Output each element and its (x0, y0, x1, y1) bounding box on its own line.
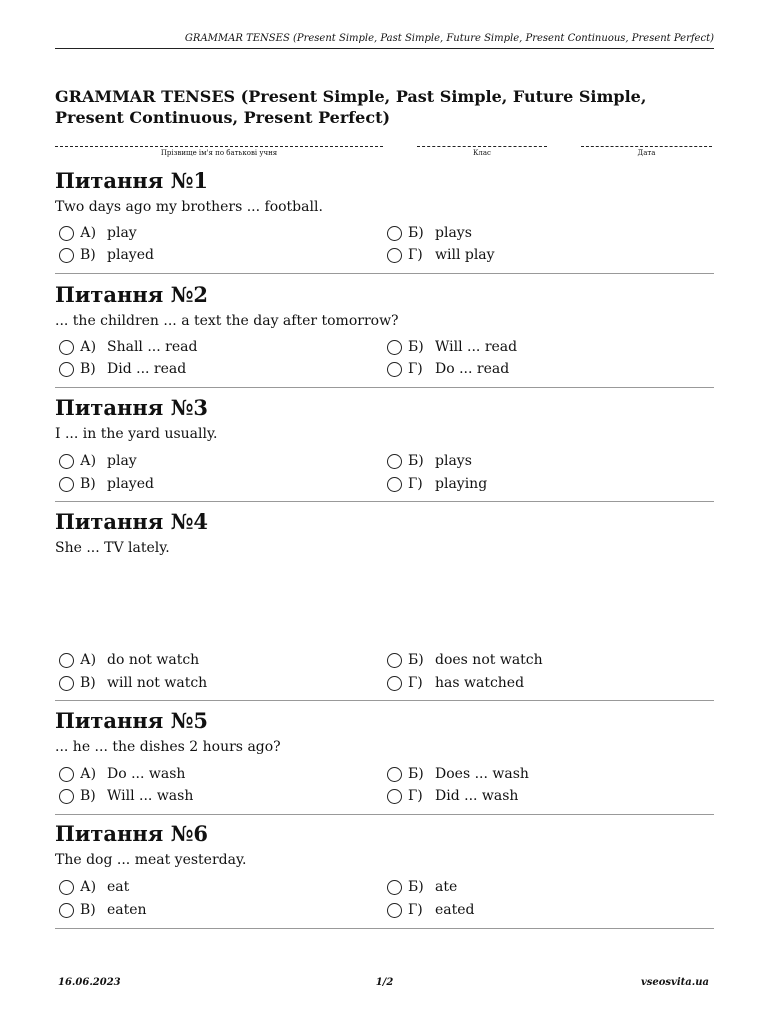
option-label: Did ... read (107, 361, 187, 377)
option-letter: Г) (408, 902, 423, 918)
answer-option-d[interactable] (383, 900, 475, 920)
question-text: ... he ... the dishes 2 hours ago? (55, 739, 281, 755)
running-header: GRAMMAR TENSES (Present Simple, Past Simple, Future Simple, Present Continuous, Present Perfect) (184, 33, 714, 44)
option-letter: В) (80, 675, 96, 691)
answer-option-b[interactable] (383, 877, 457, 897)
option-label: ate (435, 879, 458, 895)
option-letter: Г) (408, 476, 423, 492)
option-letter: Г) (408, 361, 423, 377)
class-field[interactable] (417, 140, 547, 160)
header-rule (55, 48, 714, 49)
radio-circle-icon[interactable] (387, 454, 402, 469)
option-label: plays (435, 453, 472, 469)
option-letter: В) (80, 247, 96, 263)
radio-circle-icon[interactable] (59, 789, 74, 804)
option-letter: Б) (408, 879, 424, 895)
answer-option-d[interactable] (383, 786, 518, 806)
question-title: Питання №5 (55, 708, 209, 733)
option-letter: А) (80, 225, 97, 241)
answer-option-a[interactable] (55, 650, 199, 670)
radio-circle-icon[interactable] (59, 767, 74, 782)
option-label: playing (435, 476, 488, 492)
radio-circle-icon[interactable] (387, 903, 402, 918)
answer-option-c[interactable] (55, 245, 154, 265)
option-label: Will ... read (435, 339, 518, 355)
option-label: Does ... wash (435, 766, 529, 782)
answer-option-b[interactable] (383, 764, 529, 784)
option-letter: Б) (408, 453, 424, 469)
answer-option-b[interactable] (383, 223, 472, 243)
question-divider (55, 928, 714, 929)
answer-option-c[interactable] (55, 900, 147, 920)
option-letter: Г) (408, 788, 423, 804)
option-label: Did ... wash (435, 788, 519, 804)
option-letter: В) (80, 902, 96, 918)
question-title: Питання №1 (55, 168, 209, 193)
worksheet-page (55, 0, 714, 1024)
class-field-line (417, 146, 547, 147)
name-field-caption: Прізвище ім'я по батькові учня (160, 149, 278, 157)
option-letter: В) (80, 361, 96, 377)
option-label: Will ... wash (107, 788, 194, 804)
option-letter: Б) (408, 225, 424, 241)
answer-option-a[interactable] (55, 337, 197, 357)
option-letter: В) (80, 476, 96, 492)
question-1 (55, 168, 714, 263)
question-text: I ... in the yard usually. (55, 426, 218, 442)
radio-circle-icon[interactable] (387, 880, 402, 895)
option-letter: Б) (408, 766, 424, 782)
option-label: plays (435, 225, 472, 241)
radio-circle-icon[interactable] (59, 880, 74, 895)
option-letter: А) (80, 652, 97, 668)
answer-option-d[interactable] (383, 245, 495, 265)
radio-circle-icon[interactable] (59, 676, 74, 691)
name-field[interactable] (55, 140, 383, 160)
radio-circle-icon[interactable] (387, 248, 402, 263)
option-label: Do ... wash (107, 766, 186, 782)
option-label: will not watch (107, 675, 208, 691)
footer-site[interactable]: vseosvita.ua (640, 977, 709, 988)
answer-option-b[interactable] (383, 337, 517, 357)
question-title: Питання №6 (55, 821, 209, 846)
option-label: play (107, 453, 137, 469)
name-field-line (55, 146, 383, 147)
date-field-line (581, 146, 712, 147)
question-3 (55, 395, 714, 492)
question-text: She ... TV lately. (55, 540, 170, 556)
option-letter: Г) (408, 675, 423, 691)
option-letter: А) (80, 453, 97, 469)
question-divider (55, 273, 714, 274)
option-label: has watched (435, 675, 525, 691)
option-label: eaten (107, 902, 147, 918)
option-label: eated (435, 902, 475, 918)
footer-page-number: 1/2 (375, 977, 394, 988)
radio-circle-icon[interactable] (387, 226, 402, 241)
answer-option-c[interactable] (55, 474, 154, 494)
answer-option-d[interactable] (383, 673, 524, 693)
answer-option-b[interactable] (383, 451, 472, 471)
option-letter: В) (80, 788, 96, 804)
option-label: does not watch (435, 652, 543, 668)
radio-circle-icon[interactable] (59, 653, 74, 668)
answer-option-a[interactable] (55, 877, 129, 897)
answer-option-c[interactable] (55, 673, 207, 693)
question-title: Питання №2 (55, 282, 209, 307)
question-4 (55, 509, 714, 691)
question-title: Питання №4 (55, 509, 209, 534)
question-divider (55, 387, 714, 388)
radio-circle-icon[interactable] (387, 653, 402, 668)
answer-option-c[interactable] (55, 786, 193, 806)
question-text: Two days ago my brothers ... football. (55, 199, 323, 215)
option-letter: А) (80, 766, 97, 782)
option-letter: Б) (408, 652, 424, 668)
footer-date: 16.06.2023 (58, 977, 121, 988)
question-divider (55, 814, 714, 815)
radio-circle-icon[interactable] (59, 477, 74, 492)
option-label: played (107, 476, 154, 492)
question-2 (55, 282, 714, 377)
question-5 (55, 708, 714, 804)
question-text: The dog ... meat yesterday. (55, 852, 247, 868)
question-text: ... the children ... a text the day after tomorrow? (55, 313, 399, 329)
radio-circle-icon[interactable] (59, 248, 74, 263)
answer-option-c[interactable] (55, 359, 186, 379)
date-field[interactable] (581, 140, 712, 160)
radio-circle-icon[interactable] (387, 789, 402, 804)
radio-circle-icon[interactable] (387, 340, 402, 355)
class-field-caption: Клас (473, 149, 491, 157)
answer-option-d[interactable] (383, 474, 487, 494)
radio-circle-icon[interactable] (387, 477, 402, 492)
radio-circle-icon[interactable] (59, 903, 74, 918)
radio-circle-icon[interactable] (387, 362, 402, 377)
document-title: GRAMMAR TENSES (Present Simple, Past Simple, Future Simple, Present Continuous, Present Perfect) (55, 87, 647, 127)
radio-circle-icon[interactable] (387, 676, 402, 691)
answer-option-d[interactable] (383, 359, 509, 379)
radio-circle-icon[interactable] (59, 340, 74, 355)
option-label: played (107, 247, 154, 263)
question-divider (55, 501, 714, 502)
option-letter: Г) (408, 247, 423, 263)
radio-circle-icon[interactable] (59, 454, 74, 469)
answer-option-a[interactable] (55, 764, 185, 784)
option-label: will play (435, 247, 495, 263)
answer-option-a[interactable] (55, 451, 137, 471)
option-letter: А) (80, 879, 97, 895)
option-label: Shall ... read (107, 339, 198, 355)
option-label: do not watch (107, 652, 200, 668)
date-field-caption: Дата (637, 149, 656, 157)
option-letter: Б) (408, 339, 424, 355)
option-label: Do ... read (435, 361, 510, 377)
radio-circle-icon[interactable] (59, 226, 74, 241)
answer-option-a[interactable] (55, 223, 137, 243)
radio-circle-icon[interactable] (59, 362, 74, 377)
question-divider (55, 700, 714, 701)
question-title: Питання №3 (55, 395, 209, 420)
option-label: play (107, 225, 137, 241)
question-6 (55, 821, 714, 918)
answer-option-b[interactable] (383, 650, 543, 670)
radio-circle-icon[interactable] (387, 767, 402, 782)
option-label: eat (107, 879, 130, 895)
option-letter: А) (80, 339, 97, 355)
